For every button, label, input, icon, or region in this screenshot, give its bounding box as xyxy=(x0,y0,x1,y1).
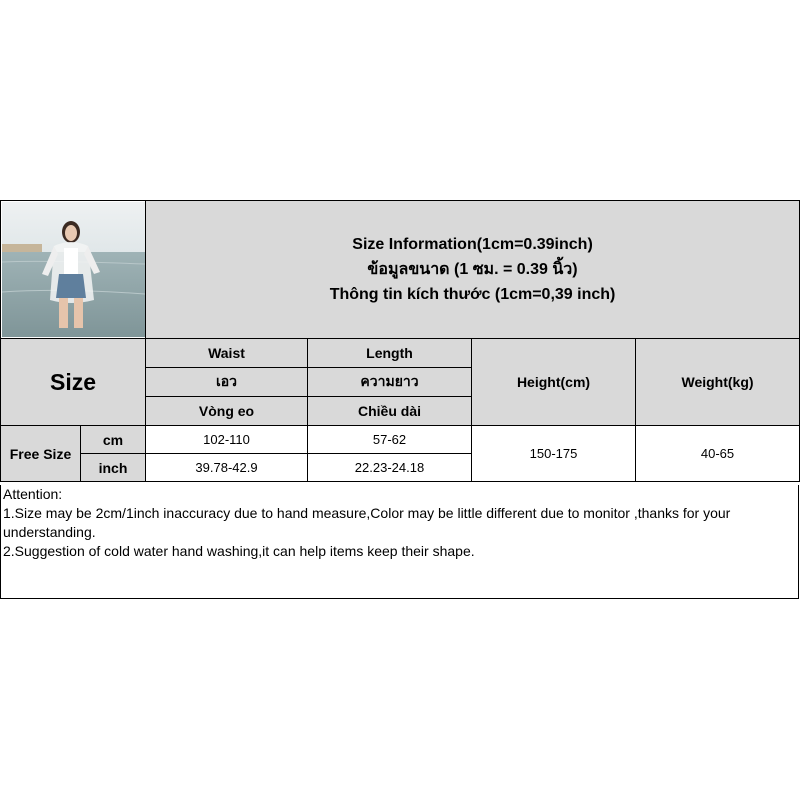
length-cm-value: 57-62 xyxy=(308,426,472,454)
attention-notes xyxy=(0,485,799,599)
waist-inch-value: 39.78-42.9 xyxy=(146,454,308,482)
title-en: Size Information(1cm=0.39inch) xyxy=(352,236,593,253)
size-name: Free Size xyxy=(1,426,81,482)
waist-header-en: Waist xyxy=(146,339,308,368)
waist-header-th: เอว xyxy=(146,368,308,397)
title-vi: Thông tin kích thước (1cm=0,39 inch) xyxy=(329,286,616,303)
weight-value: 40-65 xyxy=(636,426,800,482)
length-inch-value: 22.23-24.18 xyxy=(308,454,472,482)
height-header: Height(cm) xyxy=(472,339,636,426)
length-header-en: Length xyxy=(308,339,472,368)
size-chart xyxy=(0,200,800,600)
waist-header-vi: Vòng eo xyxy=(146,397,308,426)
unit-cm: cm xyxy=(81,426,146,454)
notes-line-1: 1.Size may be 2cm/1inch inaccuracy due to hand measure,Color may be little different due to monitor ,thanks for your understanding. xyxy=(3,505,731,540)
product-photo-cell xyxy=(1,201,146,339)
product-photo xyxy=(2,202,145,337)
title-cell xyxy=(146,201,800,339)
weight-header: Weight(kg) xyxy=(636,339,800,426)
title-th: ข้อมูลขนาด (1 ซม. = 0.39 นิ้ว) xyxy=(367,261,578,278)
length-header-vi: Chiều dài xyxy=(308,397,472,426)
height-value: 150-175 xyxy=(472,426,636,482)
size-heading: Size xyxy=(1,339,146,426)
notes-heading: Attention: xyxy=(3,486,63,502)
length-header-th: ความยาว xyxy=(308,368,472,397)
unit-inch: inch xyxy=(81,454,146,482)
notes-line-2: 2.Suggestion of cold water hand washing,it can help items keep their shape. xyxy=(3,543,475,559)
waist-cm-value: 102-110 xyxy=(146,426,308,454)
size-table xyxy=(0,200,800,482)
